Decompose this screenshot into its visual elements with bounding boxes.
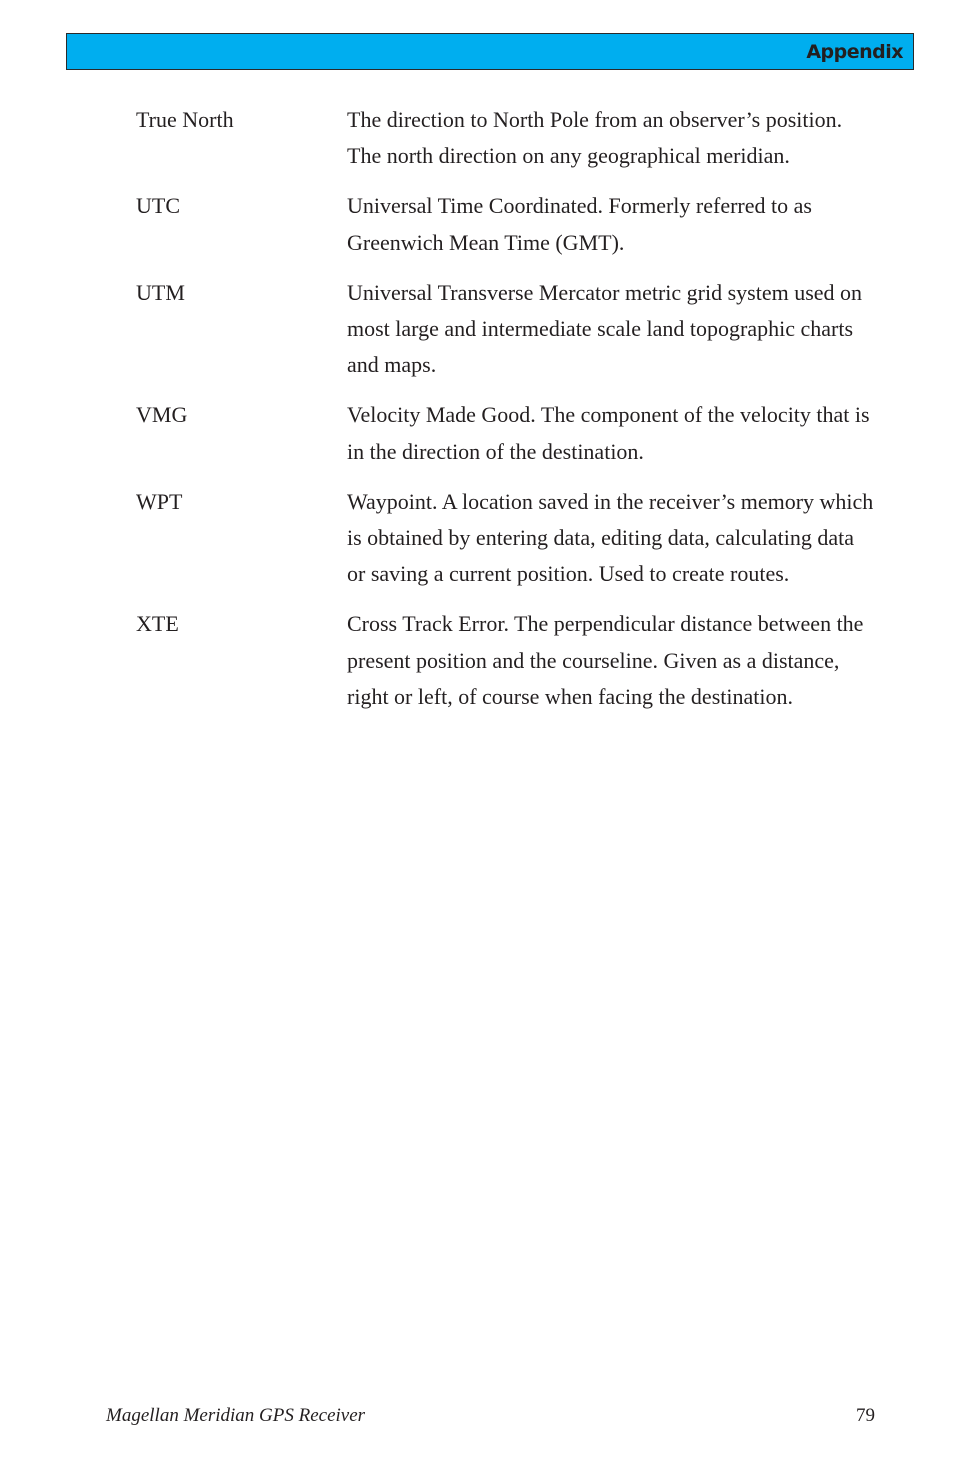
footer-book-title: Magellan Meridian GPS Receiver	[106, 1405, 366, 1426]
glossary-entry	[136, 188, 876, 260]
glossary-term: UTC	[136, 193, 180, 219]
glossary-definition: The direction to North Pole from an observer’s position. The north direction on any geographical meridian.	[347, 107, 843, 169]
glossary-definition: Universal Transverse Mercator metric grid system used on most large and intermediate scale land topographic charts and maps.	[347, 279, 863, 378]
glossary-definition: Velocity Made Good. The component of the velocity that is in the direction of the destination.	[347, 402, 870, 464]
glossary-term: WPT	[136, 488, 183, 514]
glossary-list	[136, 102, 876, 729]
glossary-term: XTE	[136, 611, 179, 637]
section-header-bar	[66, 33, 914, 70]
glossary-entry	[136, 102, 876, 174]
glossary-term: True North	[136, 107, 234, 132]
footer-page-number: 79	[856, 1405, 875, 1426]
glossary-entry	[136, 484, 876, 593]
glossary-definition: Universal Time Coordinated. Formerly referred to as Greenwich Mean Time (GMT).	[347, 193, 812, 255]
section-title: Appendix	[806, 41, 903, 63]
glossary-definition: Waypoint. A location saved in the receiver’s memory which is obtained by entering data, editing data, calculating data or saving a current position. Used to create routes.	[347, 488, 874, 587]
glossary-entry	[136, 397, 876, 469]
glossary-definition: Cross Track Error. The perpendicular distance between the present position and the courseline. Given as a distance, right or left, of course when facing the destination.	[347, 611, 864, 709]
glossary-term: VMG	[136, 402, 188, 428]
glossary-entry	[136, 275, 876, 384]
glossary-term: UTM	[136, 279, 185, 305]
glossary-entry	[136, 606, 876, 715]
